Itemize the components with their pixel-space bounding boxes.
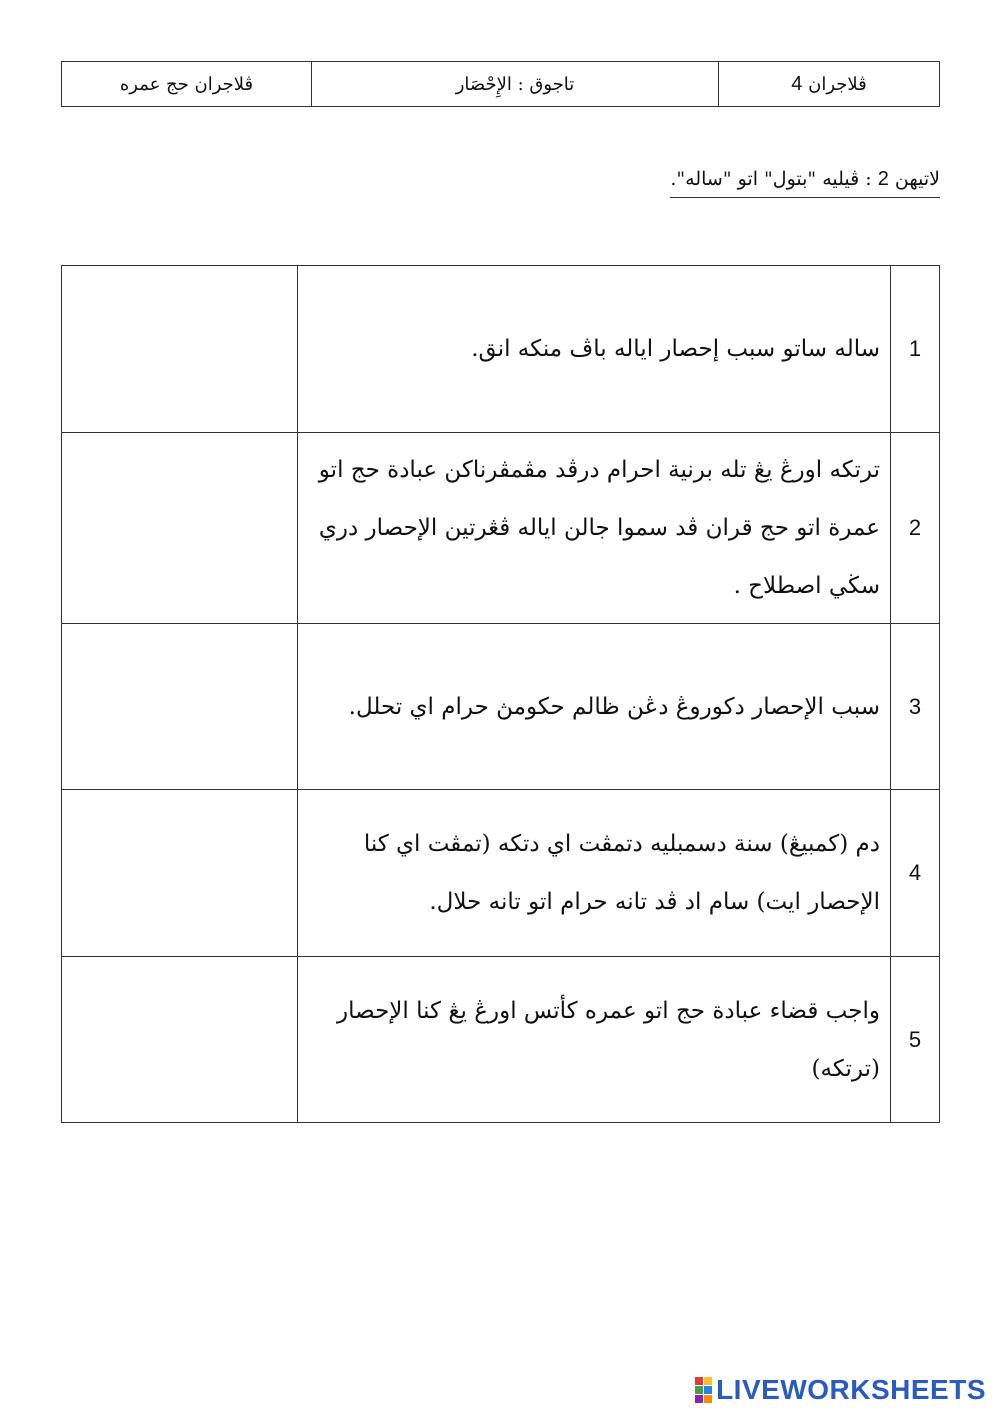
- answer-cell[interactable]: [62, 957, 298, 1123]
- statement-cell: سبب الإحصار دكوروڠ دڠن ظالم حكومڽ حرام اي تحلل.: [298, 624, 891, 790]
- lesson-number: 4: [791, 72, 803, 95]
- logo-block: [695, 1386, 703, 1394]
- lesson-word: ڤلاجران: [808, 73, 867, 95]
- answer-cell[interactable]: [62, 790, 298, 957]
- logo-block: [704, 1395, 712, 1403]
- table-row: [62, 957, 940, 1123]
- instruction-heading: [670, 168, 940, 198]
- statement-cell: واجب قضاء عبادة حج اتو عمره كأتس اورڠ يڠ كنا الإحصار (ترتكه): [298, 957, 891, 1123]
- answer-cell[interactable]: [62, 433, 298, 624]
- statement-cell: ترتكه اورڠ يڠ تله برنية احرام درڤد مڤمڤرناكن عبادة حج اتو عمرة اتو حج قران ڤد سموا جالن اياله ڤڠرتين الإحصار دري سڬي اصطلاح .: [298, 433, 891, 624]
- answer-cell[interactable]: [62, 266, 298, 433]
- true-false-table: [61, 265, 940, 1123]
- logo-block: [695, 1395, 703, 1403]
- row-number: 3: [891, 624, 940, 790]
- logo-block: [704, 1377, 712, 1385]
- instruction-number: 2: [877, 168, 889, 190]
- logo-block: [695, 1377, 703, 1385]
- logo-block: [704, 1386, 712, 1394]
- header-table: [61, 61, 940, 107]
- row-number: 4: [891, 790, 940, 957]
- logo-blocks-icon: [695, 1377, 712, 1403]
- subject-cell: ڤلاجران حج عمره: [62, 62, 312, 107]
- topic-cell: تاجوق : الإِحْصَار: [312, 62, 719, 107]
- instruction-prefix: لاتيهن: [894, 168, 940, 190]
- liveworksheets-logo: [695, 1374, 986, 1406]
- instruction-text: : ڤيليه "بتول" اتو "ساله".: [670, 168, 872, 190]
- row-number: 1: [891, 266, 940, 433]
- answer-cell[interactable]: [62, 624, 298, 790]
- statement-cell: ساله ساتو سبب إحصار اياله باڤ منكه انق.: [298, 266, 891, 433]
- table-row: [62, 790, 940, 957]
- lesson-cell: [719, 62, 940, 107]
- table-row: [62, 624, 940, 790]
- statement-cell: دم (كمبيڠ) سنة دسمبليه دتمڤت اي دتكه (تمڤت اي كنا الإحصار ايت) سام اد ڤد تانه حرام اتو تانه حلال.: [298, 790, 891, 957]
- logo-text: LIVEWORKSHEETS: [716, 1374, 986, 1405]
- row-number: 2: [891, 433, 940, 624]
- table-row: [62, 433, 940, 624]
- table-row: [62, 266, 940, 433]
- row-number: 5: [891, 957, 940, 1123]
